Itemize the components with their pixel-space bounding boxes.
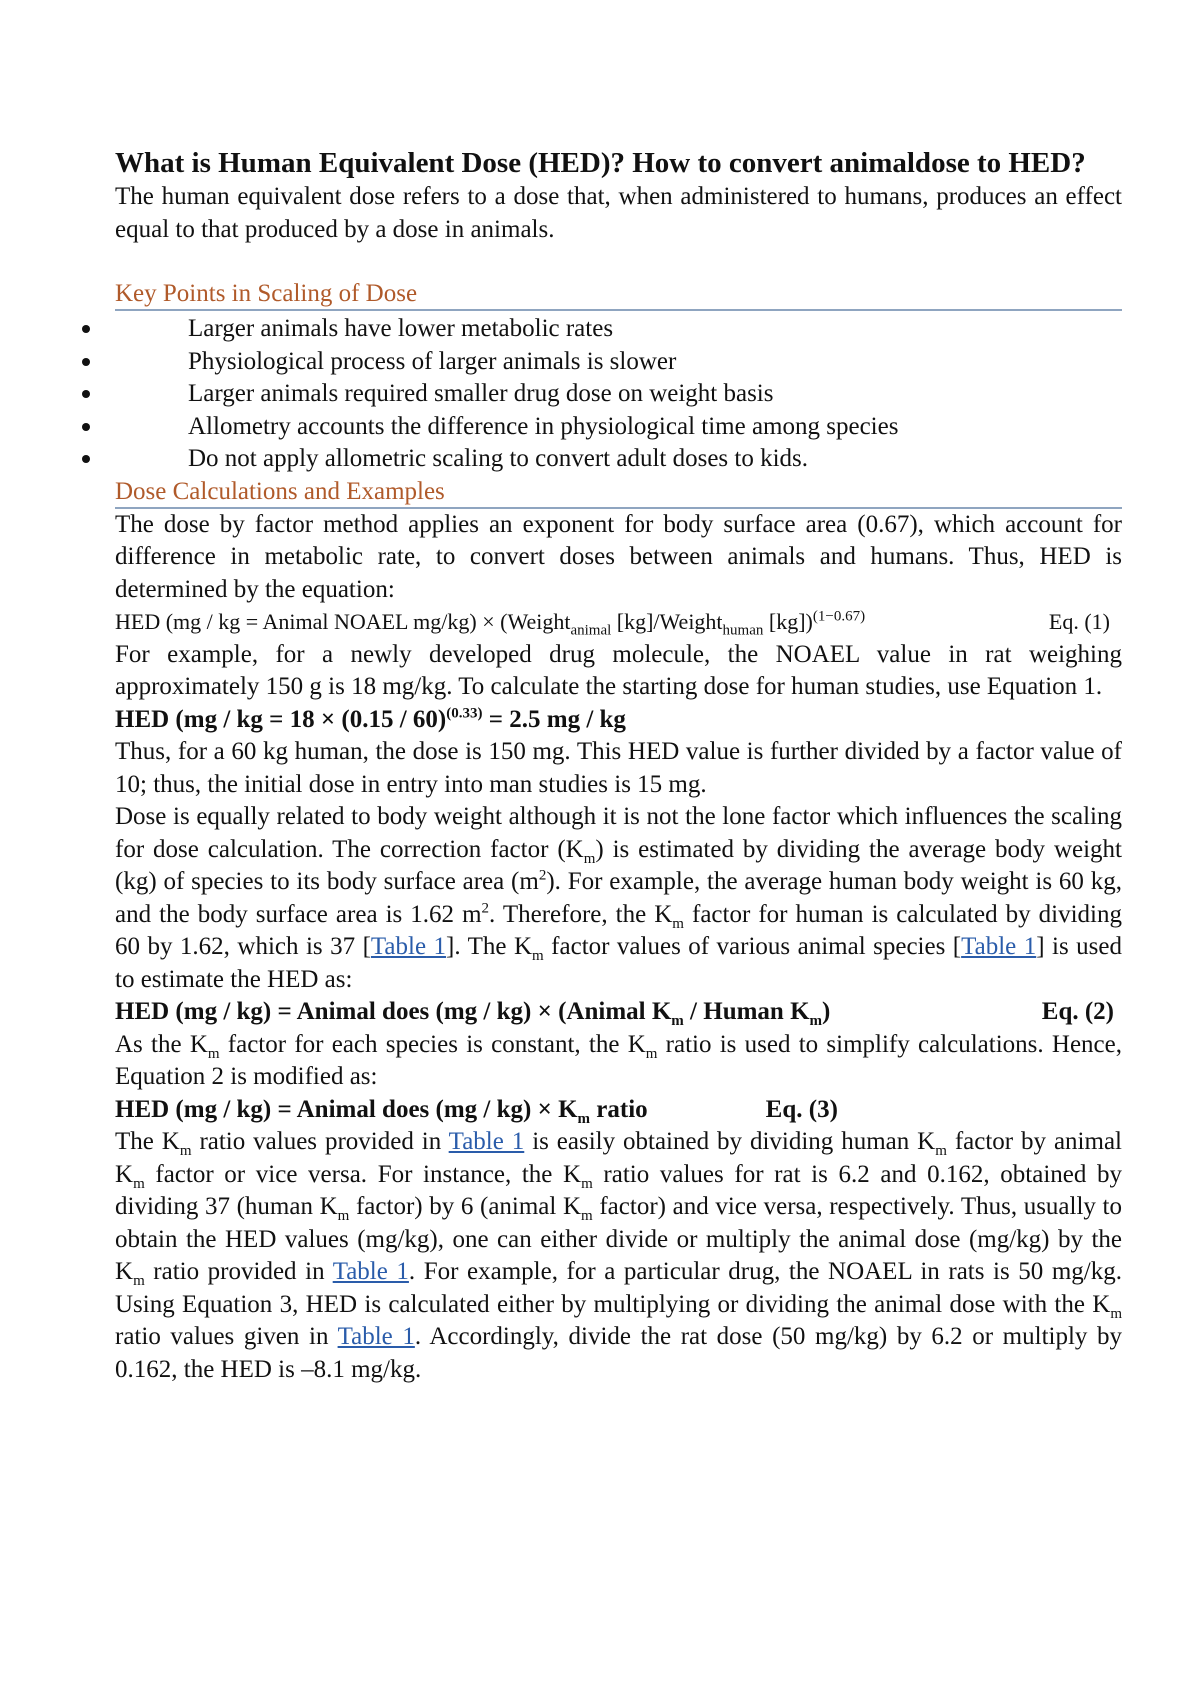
intro-paragraph: The human equivalent dose refers to a dose that, when administered to humans, produces an effect equal to that produced by a dose in animals. [115,183,1122,243]
equation-2-body: HED (mg / kg) = Animal does (mg / kg) × (Animal $K_m$ / Human $K_m$) [115,998,831,1029]
equation-2-label: Eq. (2) [1041,998,1114,1025]
km-ratio-paragraph: The $K_m$ ratio values provided in Table 1 is easily obtained by dividing human $K_m$ factor by animal $K_m$ factor or vice versa. For instance, the $K_m$ ratio values for rat is 6.2 and 0.162, obtained by dividing 37 (human $K_m$ factor) by 6 (animal $K_m$ factor) and vice versa, respectively. Thus, usually to obtain the HED values (mg/kg), one can either divide or multiply the animal dose (mg/kg) by the $K_m$ ratio provided in Table 1. For example, for a particular drug, the NOAEL in rats is 50 mg/kg. Using Equation 3, HED is calculated either by multiplying or dividing the animal dose with the $K_m$ ratio values given in Table 1. Accordingly, divide the rat dose (50 mg/kg) by 6.2 or multiply by 0.162, the HED is –8.1 mg/kg. [115,1128,1123,1383]
bullet-icon [82,325,90,333]
example-equation: HED (mg / kg = 18 × (0.15 / 60)$^{(0.33)}$ = 2.5 mg / kg [115,705,626,733]
section-heading-dose-calculations: Dose Calculations and Examples [115,476,1122,509]
bullet-icon [82,390,90,398]
equation-1-label: Eq. (1) [1048,609,1110,634]
key-points-list [115,313,1122,476]
correction-factor-paragraph: Dose is equally related to body weight although it is not the lone factor which influences the scaling for dose calculation. The correction factor $(K_m)$ is estimated by dividing the average body weight (kg) of species to its body surface area $(m^2)$. For example, the average human body weight is 60 kg, and the body surface area is 1.62 $m^2$. Therefore, the $K_m$ factor for human is calculated by dividing 60 by 1.62, which is 37 [Table 1]. The $K_m$ factor values of various animal species [Table 1] is used to estimate the HED as: [115,803,1123,993]
method-paragraph: The dose by factor method applies an exponent for body surface area (0.67), which account for difference in metabolic rate, to convert doses between animals and humans. Thus, HED is determined by the equation: [115,510,1122,603]
list-item: Larger animals required smaller drug dose on weight basis [115,378,1122,411]
table-1-link[interactable]: Table 1 [448,1128,525,1155]
bullet-icon [82,358,90,366]
bullet-icon [82,423,90,431]
document-page [115,145,1122,1386]
list-item: Allometry accounts the difference in physiological time among species [115,411,1122,444]
table-1-link[interactable]: Table 1 [961,933,1037,960]
equation-2 [115,996,1122,1029]
bullet-icon [82,455,90,463]
km-constant-paragraph: As the $K_m$ factor for each species is constant, the $K_m$ ratio is used to simplify calculations. Hence, Equation 2 is modified as: [115,1030,1122,1090]
equation-3 [115,1094,1122,1127]
equation-1 [115,606,1122,639]
table-1-link[interactable]: Table 1 [337,1323,415,1350]
list-item: Do not apply allometric scaling to convert adult doses to kids. [115,443,1122,476]
list-item: Larger animals have lower metabolic rates [115,313,1122,346]
table-1-link[interactable]: Table 1 [332,1258,409,1285]
table-1-link[interactable]: Table 1 [370,933,447,960]
example-paragraph: For example, for a newly developed drug molecule, the NOAEL value in rat weighing approximately 150 g is 18 mg/kg. To calculate the starting dose for human studies, use Equation 1. [115,640,1122,700]
equation-1-body: HED (mg / kg = Animal NOAEL mg/kg) × (Weight$_{animal}$ [kg]/Weight$_{human}$ [kg])$^{(1-0.67)}$ [115,608,866,639]
page-title: What is Human Equivalent Dose (HED)? How to convert animaldose to HED? [115,147,1086,179]
equation-3-body: HED (mg / kg) = Animal does $(mg / kg) \times K_m$ ratio [115,1095,648,1127]
result-paragraph: Thus, for a 60 kg human, the dose is 150 mg. This HED value is further divided by a factor value of 10; thus, the initial dose in entry into man studies is 15 mg. [115,738,1122,798]
list-item: Physiological process of larger animals is slower [115,346,1122,379]
equation-3-label: Eq. (3) [765,1095,838,1123]
section-heading-key-points: Key Points in Scaling of Dose [115,278,1122,311]
